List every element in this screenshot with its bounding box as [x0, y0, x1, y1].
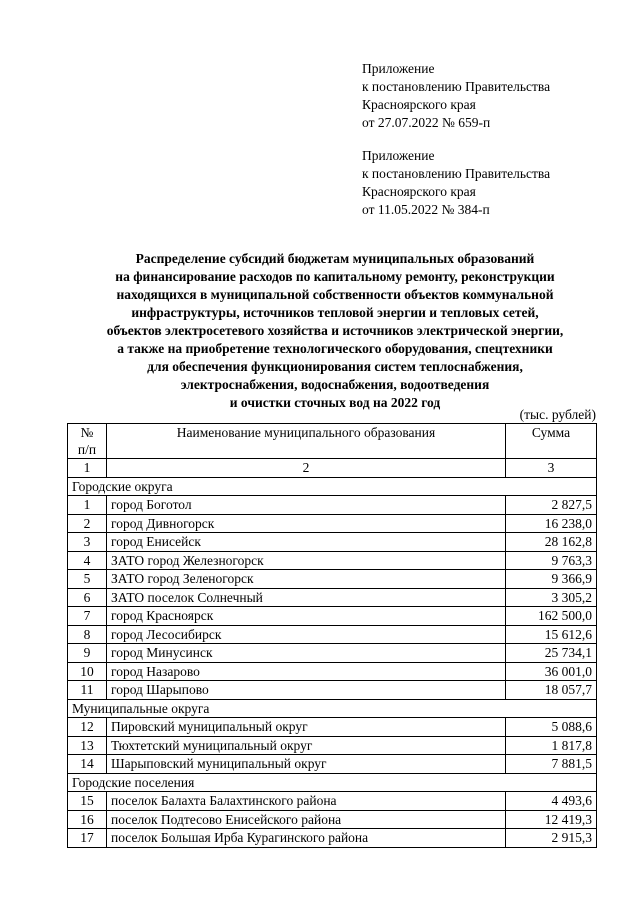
units-label: (тыс. рублей)	[519, 407, 596, 422]
document-title	[40, 250, 630, 412]
row-number: 14	[68, 755, 107, 774]
appendix-block-2	[362, 147, 550, 219]
row-sum: 162 500,0	[506, 607, 597, 626]
header-name: Наименование муниципального образования	[107, 424, 506, 459]
header-sum: Сумма	[506, 424, 597, 459]
appendix-block-1	[362, 60, 550, 132]
appendix-2-line: к постановлению Правительства	[362, 166, 551, 181]
row-sum: 1 817,8	[506, 736, 597, 755]
row-sum: 36 001,0	[506, 662, 597, 681]
title-line: для обеспечения функционирования систем теплоснабжения,	[147, 359, 523, 374]
title-line: на финансирование расходов по капитальному ремонту, реконструкции	[115, 269, 555, 284]
row-sum: 7 881,5	[506, 755, 597, 774]
row-name: город Боготол	[107, 496, 506, 515]
section-row	[68, 699, 597, 718]
table-row	[68, 588, 597, 607]
row-name: поселок Большая Ирба Курагинского района	[107, 829, 506, 848]
column-number: 3	[506, 459, 597, 478]
row-sum: 9 366,9	[506, 570, 597, 589]
section-title: Городские округа	[68, 477, 597, 496]
table-row	[68, 755, 597, 774]
row-name: поселок Подтесово Енисейского района	[107, 810, 506, 829]
title-line: объектов электросетевого хозяйства и источников электрической энергии,	[106, 323, 564, 338]
table-row	[68, 644, 597, 663]
appendix-2-line: от 11.05.2022 № 384-п	[362, 202, 490, 217]
row-sum: 16 238,0	[506, 514, 597, 533]
table-row	[68, 607, 597, 626]
header-number-line1: №	[80, 425, 94, 440]
row-number: 13	[68, 736, 107, 755]
section-title: Муниципальные округа	[68, 699, 597, 718]
row-number: 1	[68, 496, 107, 515]
row-number: 5	[68, 570, 107, 589]
title-line: находящихся в муниципальной собственности объектов коммунальной	[116, 287, 554, 302]
row-number: 8	[68, 625, 107, 644]
row-name: поселок Балахта Балахтинского района	[107, 792, 506, 811]
row-sum: 2 827,5	[506, 496, 597, 515]
row-name: город Назарово	[107, 662, 506, 681]
appendix-1-line: Приложение	[362, 61, 435, 76]
column-number-row	[68, 459, 597, 478]
table-row	[68, 514, 597, 533]
row-sum: 2 915,3	[506, 829, 597, 848]
table-row	[68, 681, 597, 700]
row-number: 9	[68, 644, 107, 663]
row-name: город Дивногорск	[107, 514, 506, 533]
title-line: электроснабжения, водоснабжения, водоотведения	[180, 377, 490, 392]
row-name: ЗАТО город Зеленогорск	[107, 570, 506, 589]
row-name: город Енисейск	[107, 533, 506, 552]
title-line: Распределение субсидий бюджетам муниципальных образований	[135, 251, 535, 266]
row-sum: 28 162,8	[506, 533, 597, 552]
column-number: 1	[68, 459, 107, 478]
column-number: 2	[107, 459, 506, 478]
appendix-1-line: к постановлению Правительства	[362, 79, 551, 94]
row-number: 17	[68, 829, 107, 848]
section-row	[68, 773, 597, 792]
row-sum: 18 057,7	[506, 681, 597, 700]
row-name: ЗАТО поселок Солнечный	[107, 588, 506, 607]
row-sum: 15 612,6	[506, 625, 597, 644]
row-number: 12	[68, 718, 107, 737]
table-row	[68, 551, 597, 570]
title-line: инфраструктуры, источников тепловой энергии и тепловых сетей,	[131, 305, 539, 320]
table-body	[68, 477, 597, 847]
appendix-1-line: Красноярского края	[362, 97, 476, 112]
appendix-2-line: Красноярского края	[362, 184, 476, 199]
row-number: 3	[68, 533, 107, 552]
row-name: город Минусинск	[107, 644, 506, 663]
row-number: 2	[68, 514, 107, 533]
table-row	[68, 829, 597, 848]
row-sum: 12 419,3	[506, 810, 597, 829]
table-header-row	[68, 424, 597, 459]
appendix-1-line: от 27.07.2022 № 659-п	[362, 115, 491, 130]
row-number: 10	[68, 662, 107, 681]
row-name: город Красноярск	[107, 607, 506, 626]
subsidy-table	[67, 423, 597, 848]
table-row	[68, 533, 597, 552]
title-line: и очистки сточных вод на 2022 год	[229, 395, 441, 410]
row-number: 15	[68, 792, 107, 811]
table-row	[68, 625, 597, 644]
appendix-2-line: Приложение	[362, 148, 435, 163]
header-number	[68, 424, 107, 459]
table-row	[68, 662, 597, 681]
row-sum: 25 734,1	[506, 644, 597, 663]
header-number-line2: п/п	[77, 442, 97, 457]
row-number: 4	[68, 551, 107, 570]
table-row	[68, 792, 597, 811]
row-name: город Лесосибирск	[107, 625, 506, 644]
section-title: Городские поселения	[68, 773, 597, 792]
title-line: а также на приобретение технологического оборудования, спецтехники	[117, 341, 553, 356]
row-sum: 3 305,2	[506, 588, 597, 607]
row-name: город Шарыпово	[107, 681, 506, 700]
row-name: Тюхтетский муниципальный округ	[107, 736, 506, 755]
row-sum: 4 493,6	[506, 792, 597, 811]
table-row	[68, 718, 597, 737]
table-row	[68, 736, 597, 755]
row-number: 6	[68, 588, 107, 607]
table-row	[68, 570, 597, 589]
row-name: Пировский муниципальный округ	[107, 718, 506, 737]
row-number: 7	[68, 607, 107, 626]
row-name: Шарыповский муниципальный округ	[107, 755, 506, 774]
row-sum: 5 088,6	[506, 718, 597, 737]
row-sum: 9 763,3	[506, 551, 597, 570]
row-name: ЗАТО город Железногорск	[107, 551, 506, 570]
row-number: 11	[68, 681, 107, 700]
row-number: 16	[68, 810, 107, 829]
table-row	[68, 496, 597, 515]
section-row	[68, 477, 597, 496]
table-row	[68, 810, 597, 829]
